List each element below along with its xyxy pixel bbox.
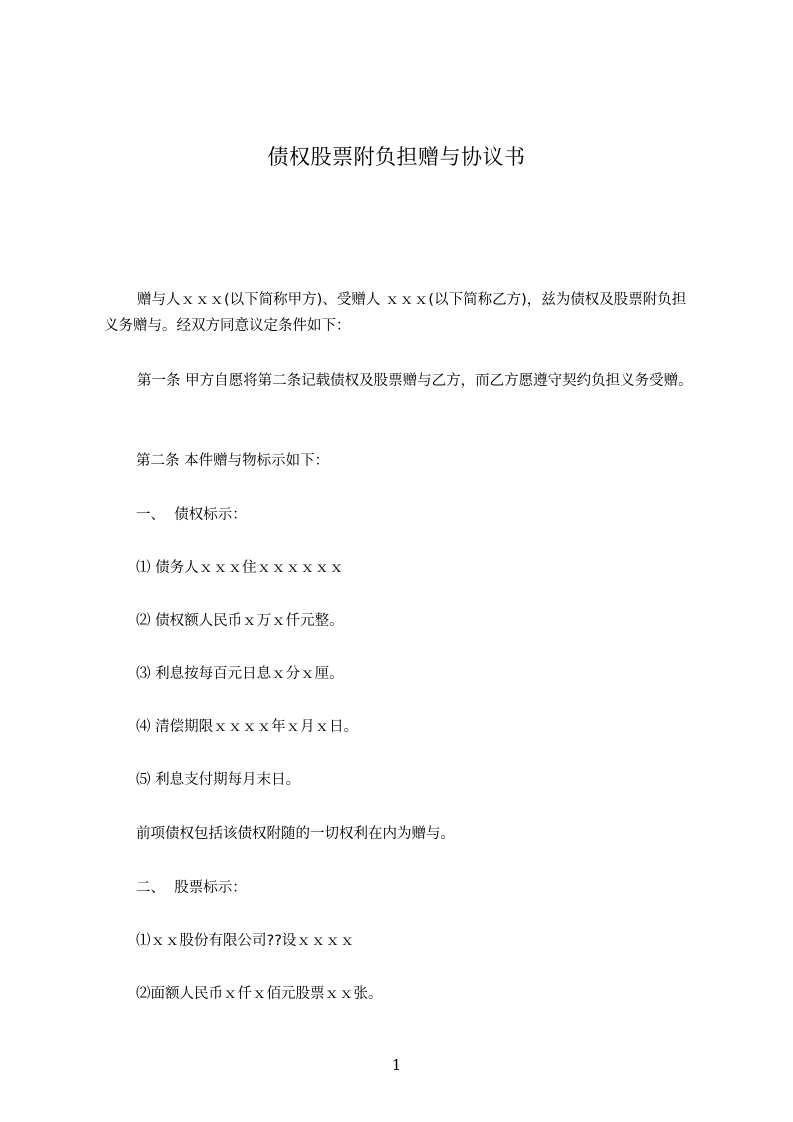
article-2-line: 第二条 本件赠与物标示如下：	[136, 453, 330, 469]
section-1-heading: 一、 债权标示：	[136, 507, 247, 523]
debt-item: ⑸ 利息支付期每月末日。	[136, 772, 301, 788]
debt-item: ⑴ 债务人ｘｘｘ住ｘｘｘｘｘｘ	[136, 560, 344, 576]
stock-item: ⑵面额人民币ｘ仟ｘ佰元股票ｘｘ张。	[136, 986, 383, 1002]
debt-item: ⑵ 债权额人民币ｘ万ｘ仟元整。	[136, 613, 344, 629]
stock-item: ⑴ｘｘ股份有限公司??设ｘｘｘｘ	[136, 933, 355, 949]
section-2-heading: 二、 股票标示：	[136, 880, 247, 896]
document-title: 债权股票附负担赠与协议书	[267, 145, 526, 169]
article-1-paragraph: 第一条 甲方自愿将第二条记载债权及股票赠与乙方，而乙方愿遵守契约负担义务受赠。	[137, 373, 693, 389]
debt-item: ⑷ 清偿期限ｘｘｘｘ年ｘ月ｘ日。	[136, 719, 359, 735]
intro-paragraph: 赠与人ｘｘｘ(以下简称甲方)、受赠人 ｘｘｘ(以下简称乙方)，兹为债权及股票附负担义务赠与。经双方同意议定条件如下：	[104, 292, 687, 334]
debt-note: 前项债权包括该债权附随的一切权利在内为赠与。	[136, 826, 455, 842]
debt-item: ⑶ 利息按每百元日息ｘ分ｘ厘。	[136, 666, 344, 682]
page-number: 1	[391, 1056, 402, 1074]
